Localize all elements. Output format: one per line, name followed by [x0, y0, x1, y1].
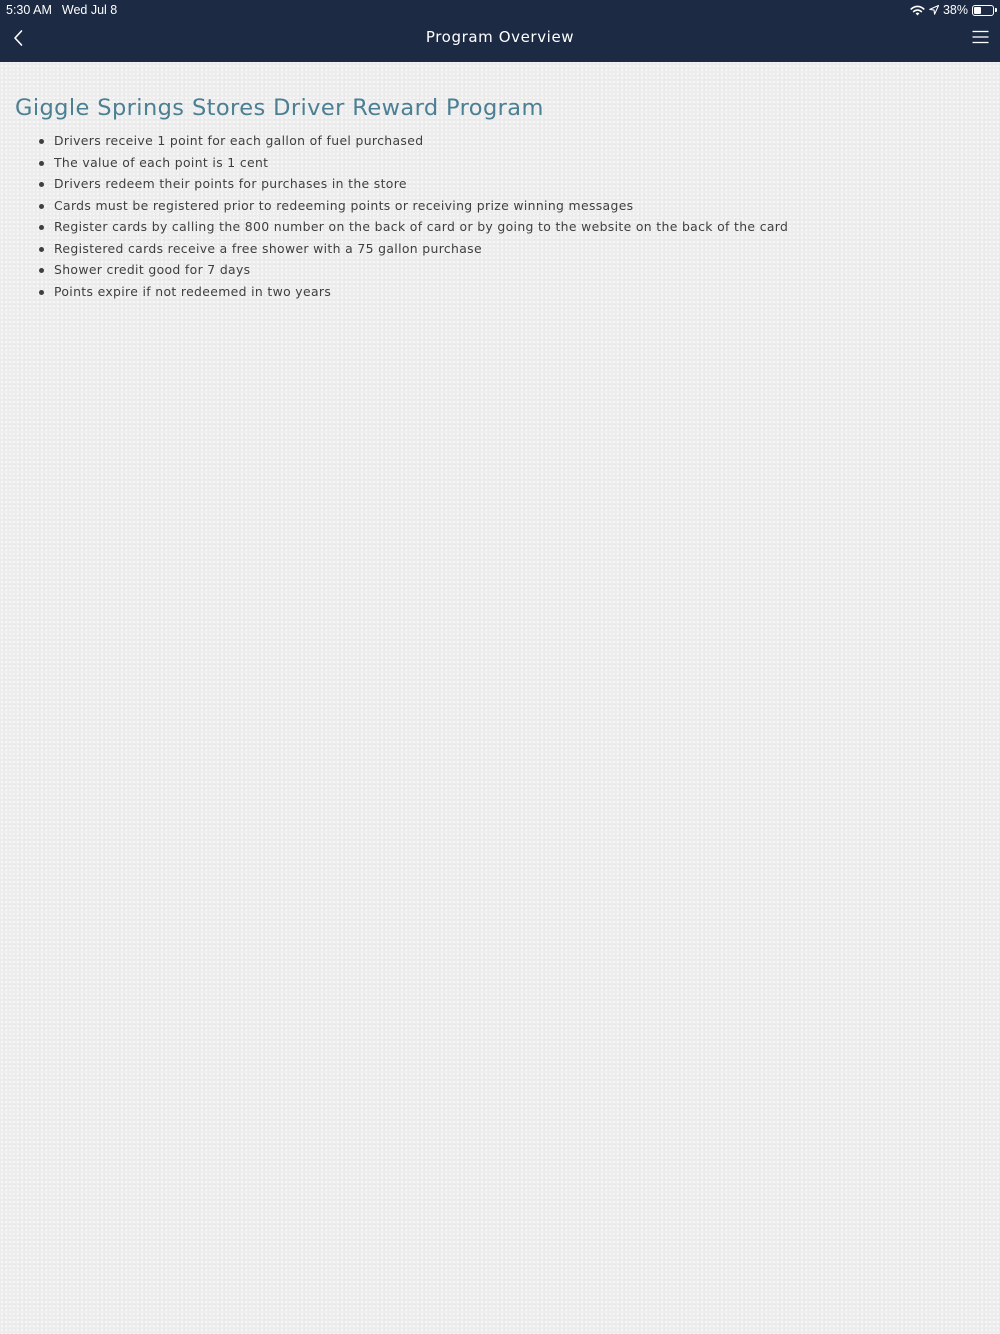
- list-item-text: Drivers redeem their points for purchases in the store: [54, 176, 407, 191]
- list-item-text: Drivers receive 1 point for each gallon of fuel purchased: [54, 133, 424, 148]
- list-item-text: Register cards by calling the 800 number on the back of card or by going to the website on the back of the card: [54, 219, 789, 234]
- status-date: Wed Jul 8: [61, 3, 118, 17]
- menu-button[interactable]: [968, 26, 992, 48]
- hamburger-menu-icon: [972, 30, 989, 44]
- list-item: [38, 173, 975, 195]
- program-heading: Giggle Springs Stores Driver Reward Program: [15, 95, 544, 121]
- status-bar-time: [6, 2, 117, 18]
- list-item: [38, 195, 975, 217]
- list-item-text: The value of each point is 1 cent: [54, 154, 269, 170]
- battery-icon: [972, 5, 994, 16]
- list-item-text: Registered cards receive a free shower with a 75 gallon purchase: [54, 240, 482, 256]
- list-item: [38, 238, 975, 260]
- bullet-icon: [39, 290, 44, 295]
- bullet-icon: [39, 204, 44, 209]
- list-item-text: Cards must be registered prior to redeeming points or receiving prize winning messages: [54, 197, 634, 213]
- list-item-text: Shower credit good for 7 days: [54, 262, 251, 277]
- program-rules-list: [15, 130, 975, 302]
- status-bar-indicators: [910, 2, 994, 18]
- status-time: 5:30 AM: [6, 3, 52, 17]
- list-item: [38, 152, 975, 174]
- bullet-icon: [39, 268, 44, 273]
- wifi-icon: [910, 5, 925, 16]
- bullet-icon: [39, 139, 44, 144]
- navigation-bar: [0, 0, 1000, 62]
- battery-level-fill: [974, 7, 981, 14]
- location-arrow-icon: [929, 5, 939, 15]
- bullet-icon: [39, 247, 44, 252]
- bullet-icon: [39, 161, 44, 166]
- bullet-icon: [39, 182, 44, 187]
- list-item: [38, 259, 975, 281]
- battery-percentage: 38%: [942, 3, 968, 17]
- list-item: [38, 130, 975, 152]
- program-overview-content: [15, 92, 975, 302]
- list-item: [38, 216, 975, 238]
- list-item-text: Points expire if not redeemed in two years: [54, 283, 332, 299]
- page-title: Program Overview: [425, 28, 575, 46]
- bullet-icon: [39, 225, 44, 230]
- list-item: [38, 281, 975, 303]
